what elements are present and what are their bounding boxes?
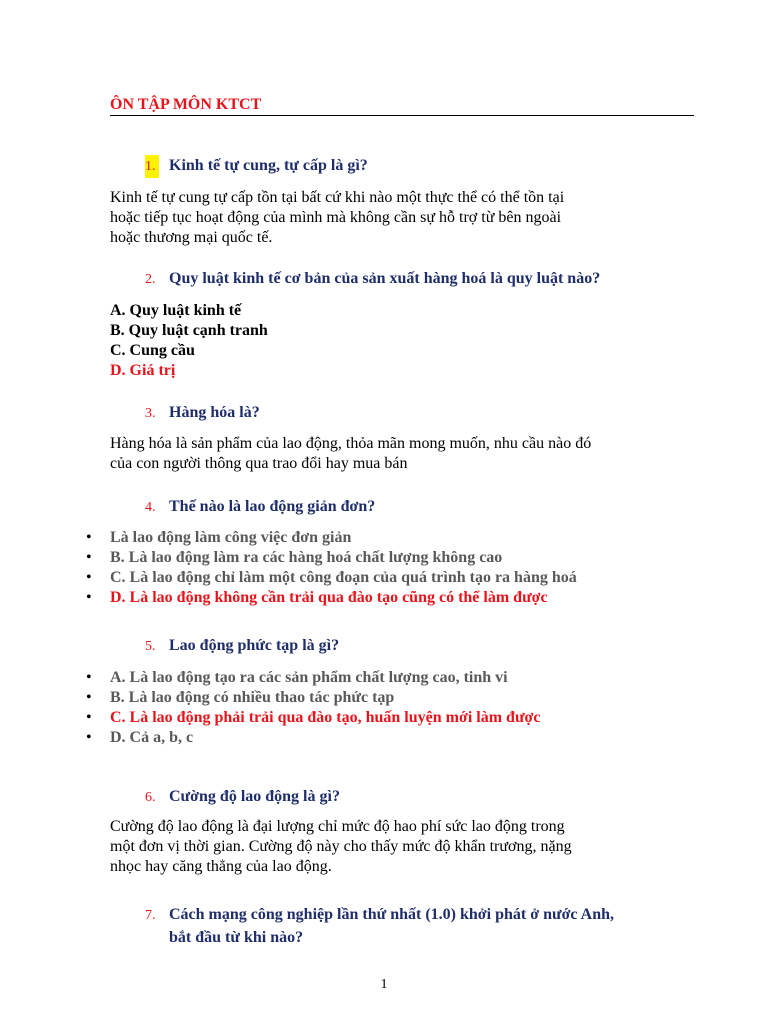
- bullet-icon: •: [86, 709, 92, 726]
- list-item-correct: • C. Là lao động phải trải qua đào tạo, huấn luyện mới làm được: [86, 709, 541, 726]
- answer-6: [110, 817, 670, 877]
- list-item: • B. Là lao động làm ra các hàng hoá chất lượng không cao: [86, 549, 503, 566]
- answer-line: Hàng hóa là sản phẩm của lao động, thỏa mãn mong muốn, nhu cầu nào đó: [110, 435, 592, 452]
- bullet-icon: •: [86, 729, 92, 746]
- bullet-icon: •: [86, 689, 92, 706]
- question-text: Hàng hóa là?: [169, 404, 260, 421]
- answer-line: một đơn vị thời gian. Cường độ này cho thấy mức độ khẩn trương, nặng: [110, 838, 572, 855]
- answer-4-list: [86, 528, 577, 608]
- question-number: 5.: [145, 639, 156, 654]
- question-text: Cường độ lao động là gì?: [169, 788, 340, 805]
- question-2: [145, 267, 600, 291]
- list-item: • C. Là lao động chỉ làm một công đoạn của quá trình tạo ra hàng hoá: [86, 569, 577, 586]
- list-item: • A. Là lao động tạo ra các sản phẩm chất lượng cao, tinh vi: [86, 669, 508, 686]
- answer-line: nhọc hay căng thẳng của lao động.: [110, 858, 332, 875]
- bullet-icon: •: [86, 669, 92, 686]
- option-c: C. Cung cầu: [110, 342, 195, 359]
- question-4: [145, 495, 375, 519]
- question-number: 6.: [145, 790, 156, 805]
- page-number: 1: [380, 977, 388, 992]
- question-6: [145, 785, 340, 809]
- question-1: [145, 154, 368, 178]
- question-number: 3.: [145, 406, 156, 421]
- list-item: • D. Cả a, b, c: [86, 729, 194, 746]
- list-item: • B. Là lao động có nhiều thao tác phức tạp: [86, 689, 395, 706]
- question-text: Lao động phức tạp là gì?: [169, 637, 340, 654]
- bullet-icon: •: [86, 569, 92, 586]
- list-item: • Là lao động làm công việc đơn giản: [86, 529, 352, 546]
- answer-line: của con người thông qua trao đổi hay mua bán: [110, 455, 408, 472]
- question-text: Quy luật kinh tế cơ bản của sản xuất hàng hoá là quy luật nào?: [169, 270, 601, 287]
- question-7: [145, 903, 614, 949]
- question-3: [145, 401, 260, 425]
- list-item-correct: • D. Là lao động không cần trải qua đào tạo cũng có thể làm được: [86, 589, 548, 606]
- option-d-correct: D. Giá trị: [110, 362, 176, 379]
- question-text: Kinh tế tự cung, tự cấp là gì?: [169, 157, 368, 174]
- bullet-icon: •: [86, 549, 92, 566]
- question-number: 7.: [145, 908, 156, 923]
- answer-line: Kinh tế tự cung tự cấp tồn tại bất cứ khi nào một thực thể có thể tồn tại: [110, 189, 565, 206]
- answer-line: hoặc tiếp tục hoạt động của mình mà không cần sự hỗ trợ từ bên ngoài: [110, 209, 562, 226]
- question-text: Cách mạng công nghiệp lần thứ nhất (1.0) khởi phát ở nước Anh, bắt đầu từ khi nào?: [169, 906, 614, 946]
- option-b: B. Quy luật cạnh tranh: [110, 322, 268, 339]
- document-title: ÔN TẬP MÔN KTCT: [110, 95, 694, 116]
- answer-3: [110, 434, 670, 474]
- answer-line: hoặc thương mại quốc tế.: [110, 229, 273, 246]
- question-5: [145, 634, 339, 658]
- question-number: 2.: [145, 272, 156, 287]
- answer-1: [110, 188, 670, 248]
- bullet-icon: •: [86, 529, 92, 546]
- bullet-icon: •: [86, 589, 92, 606]
- option-a: A. Quy luật kinh tế: [110, 302, 242, 319]
- answer-line: Cường độ lao động là đại lượng chỉ mức độ hao phí sức lao động trong: [110, 818, 565, 835]
- answer-5-list: [86, 668, 541, 748]
- question-number: 4.: [145, 500, 156, 515]
- question-text: Thế nào là lao động giản đơn?: [169, 498, 376, 515]
- question-number: 1.: [145, 155, 159, 178]
- answer-2-options: [110, 301, 268, 381]
